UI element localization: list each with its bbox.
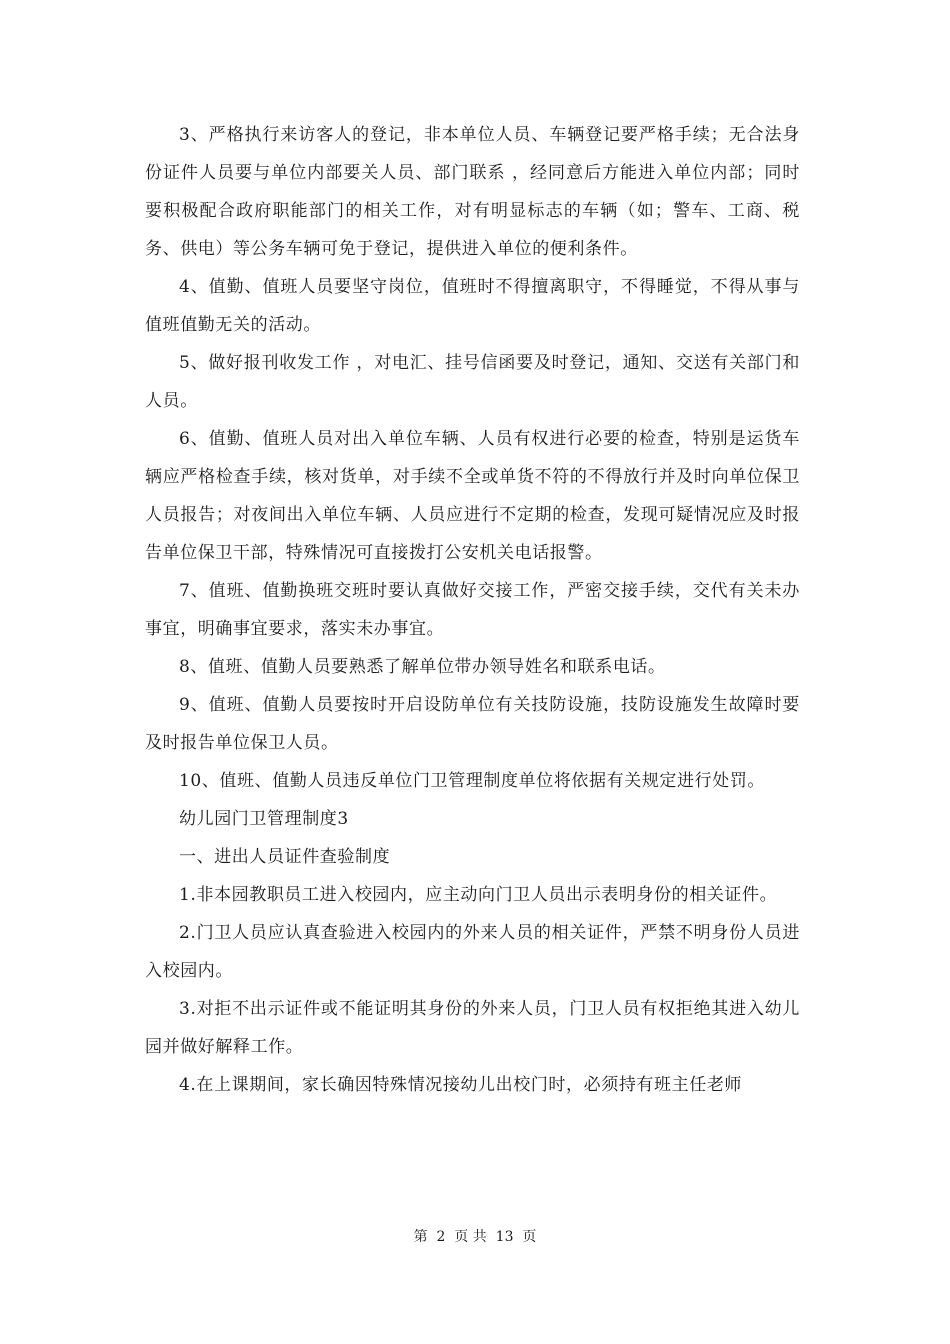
paragraph-rule-4: 4、值勤、值班人员要坚守岗位，值班时不得擅离职守，不得睡觉，不得从事与值班值勤无关的活动。 bbox=[145, 277, 800, 335]
paragraph-rule-6: 6、值勤、值班人员对出入单位车辆、人员有权进行必要的检查，特别是运货车辆应严格检查手续，核对货单，对手续不全或单货不符的不得放行并及时向单位保卫人员报告；对夜间出入单位车辆、人员应进行不定期的检查，发现可疑情况应及时报告单位保卫干部，特殊情况可直接拨打公安机关电话报警。 bbox=[145, 429, 800, 563]
paragraph-rule-3: 3、严格执行来访客人的登记，非本单位人员、车辆登记要严格手续；无合法身份证件人员要与单位内部要关人员、部门联系 ，经同意后方能进入单位内部；同时要积极配合政府职能部门的相关工作，对有明显标志的车辆（如；警车、工商、税务、供电）等公务车辆可免于登记，提供进入单位的便利条件。 bbox=[145, 125, 800, 259]
paragraph-rule-9: 9、值班、值勤人员要按时开启设防单位有关技防设施，技防设施发生故障时要及时报告单位保卫人员。 bbox=[145, 695, 800, 753]
paragraph-rule-7: 7、值班、值勤换班交班时要认真做好交接工作，严密交接手续，交代有关未办事宜，明确事宜要求，落实未办事宜。 bbox=[145, 581, 800, 639]
paragraph-item-2: 2.门卫人员应认真查验进入校园内的外来人员的相关证件，严禁不明身份人员进入校园内。 bbox=[145, 923, 800, 981]
paragraph-rule-10: 10、值班、值勤人员违反单位门卫管理制度单位将依据有关规定进行处罚。 bbox=[179, 771, 766, 791]
paragraph-rule-5: 5、做好报刊收发工作 ，对电汇、挂号信函要及时登记，通知、交送有关部门和人员。 bbox=[145, 353, 800, 411]
paragraph-rule-8: 8、值班、值勤人员要熟悉了解单位带办领导姓名和联系电话。 bbox=[179, 657, 666, 677]
page-number-footer: 第 2 页 共 13 页 bbox=[413, 1229, 537, 1245]
section-title: 幼儿园门卫管理制度3 bbox=[179, 809, 349, 829]
paragraph-item-3: 3.对拒不出示证件或不能证明其身份的外来人员，门卫人员有权拒绝其进入幼儿园并做好解释工作。 bbox=[145, 999, 800, 1057]
subsection-heading: 一、进出人员证件查验制度 bbox=[179, 847, 391, 867]
document-body bbox=[145, 116, 800, 1104]
paragraph-item-1: 1.非本园教职员工进入校园内，应主动向门卫人员出示表明身份的相关证件。 bbox=[179, 885, 778, 905]
paragraph-item-4: 4.在上课期间，家长确因特殊情况接幼儿出校门时，必须持有班主任老师 bbox=[179, 1075, 743, 1095]
